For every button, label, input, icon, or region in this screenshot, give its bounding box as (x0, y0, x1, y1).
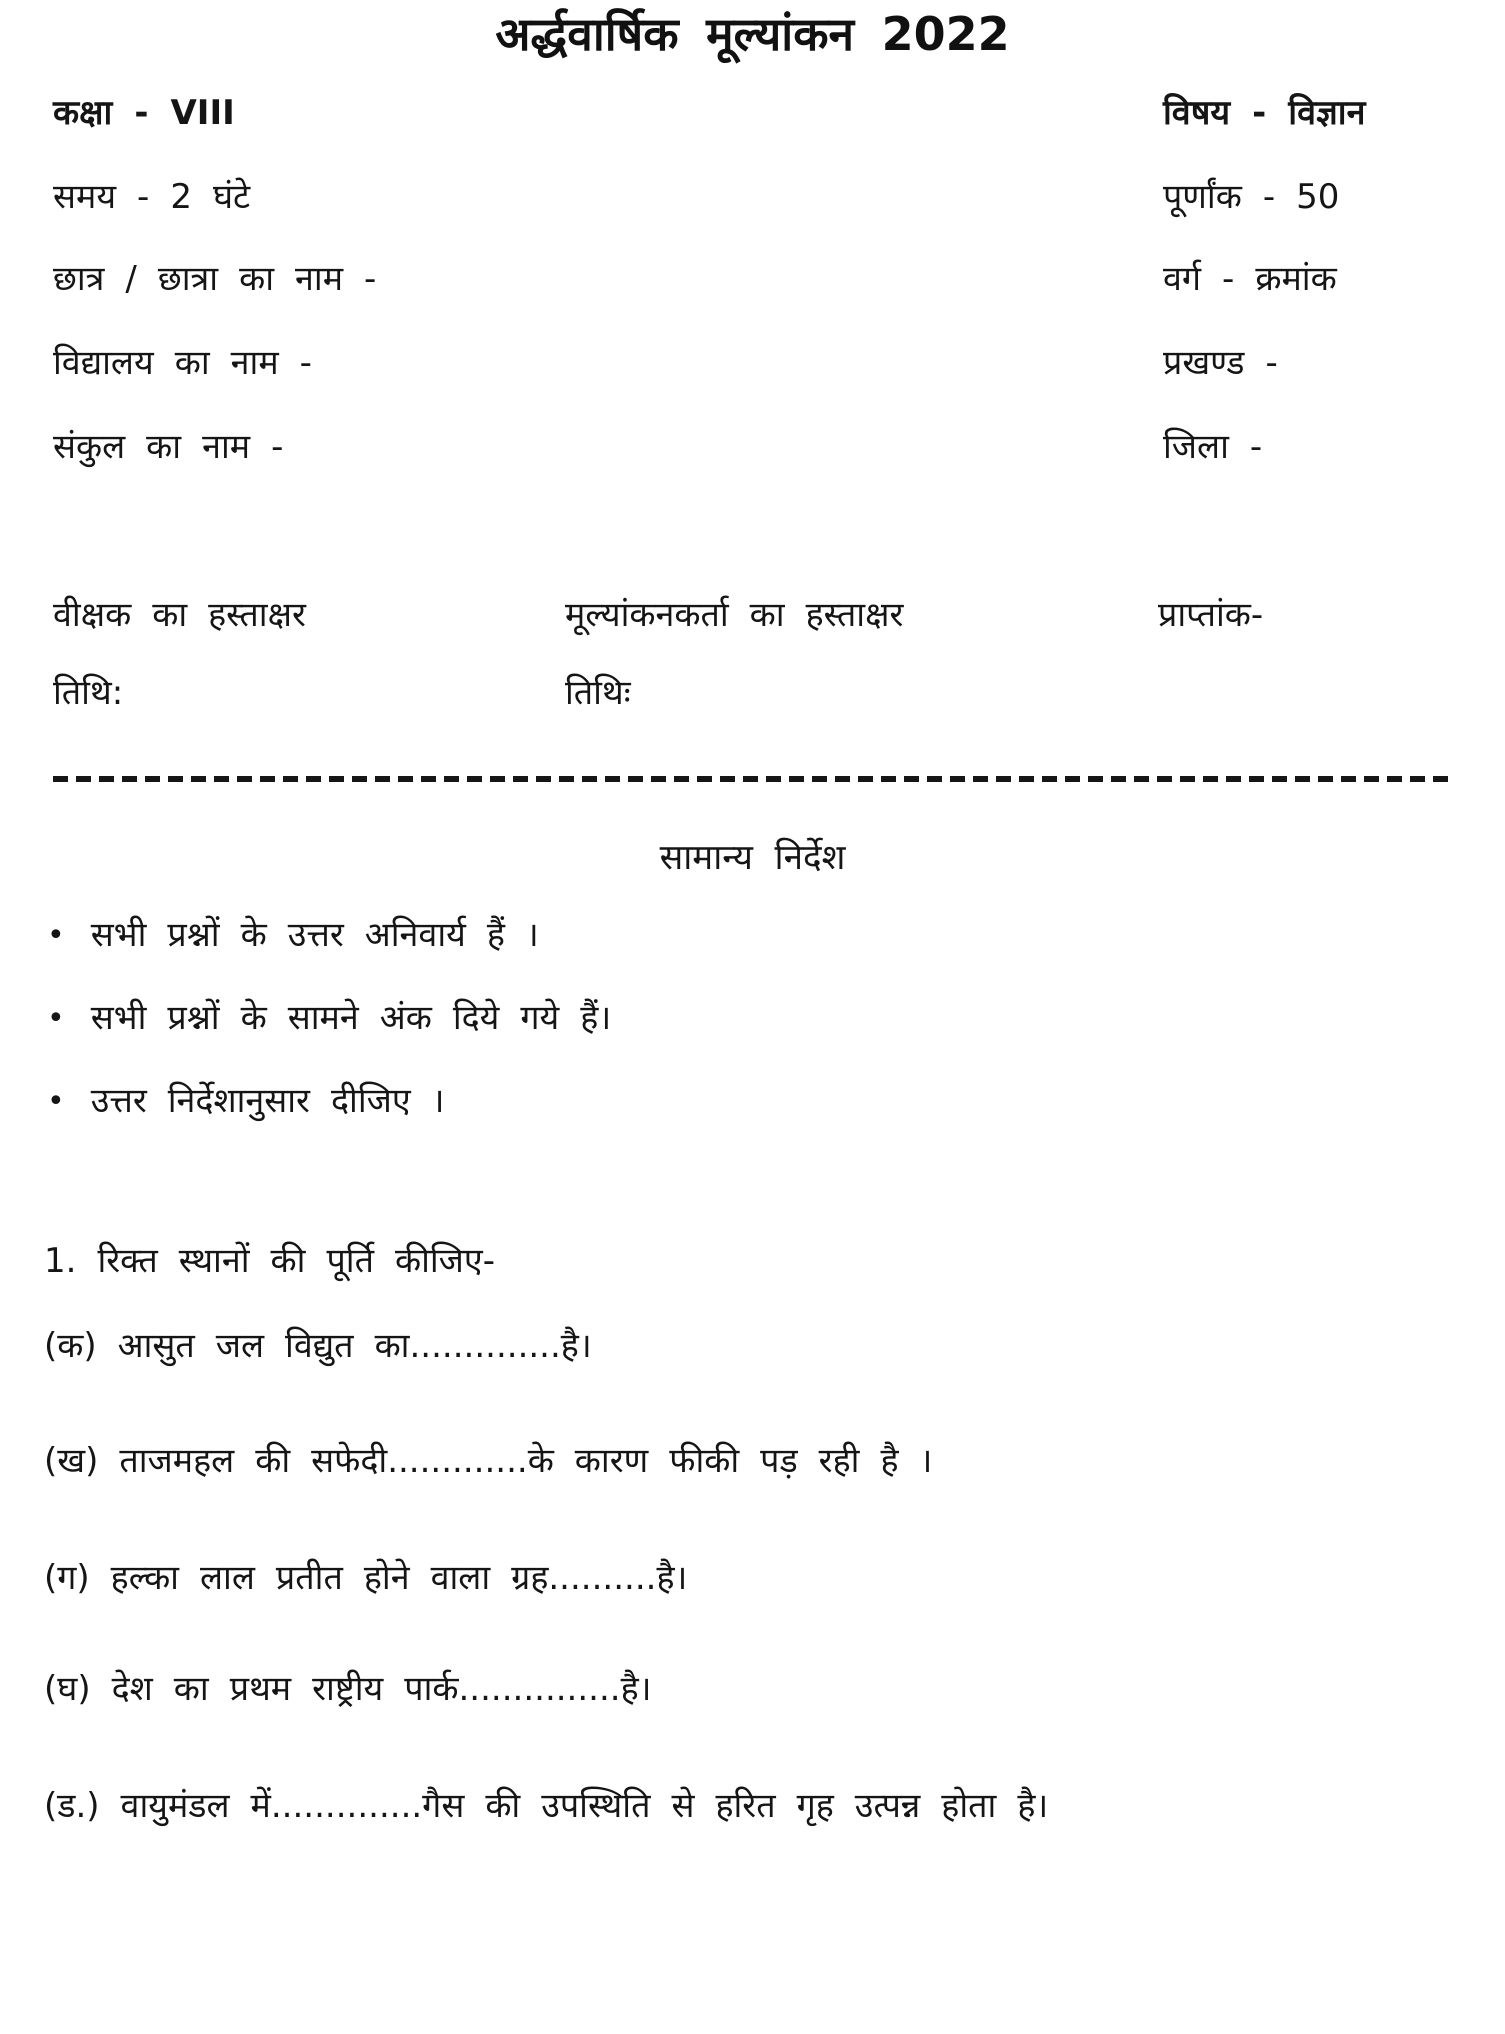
full-marks-label: पूर्णांक - 50 (1163, 177, 1340, 217)
invigilator-date-label: तिथि: (53, 673, 124, 713)
question-1c-fill-blank: (ग) हल्का लाल प्रतीत होने वाला ग्रह..........है। (44, 1558, 688, 1598)
question-1a-fill-blank: (क) आसुत जल विद्युत का..............है। (44, 1326, 592, 1366)
question-1-heading: 1. रिक्त स्थानों की पूर्ति कीजिए- (44, 1241, 495, 1281)
block-label: प्रखण्ड - (1163, 343, 1278, 383)
student-name-label: छात्र / छात्रा का नाम - (53, 259, 377, 299)
instruction-text: सभी प्रश्नों के सामने अंक दिये गये हैं। (90, 998, 612, 1038)
instruction-item (47, 997, 611, 1041)
school-name-label: विद्यालय का नाम - (53, 343, 312, 383)
page-title: अर्द्धवार्षिक मूल्यांकन 2022 (495, 7, 1010, 61)
instruction-text: सभी प्रश्नों के उत्तर अनिवार्य हैं । (90, 915, 539, 955)
subject-label: विषय - विज्ञान (1163, 93, 1366, 133)
instructions-heading: सामान्य निर्देश (659, 838, 846, 878)
section-roll-label: वर्ग - क्रमांक (1163, 259, 1337, 299)
cluster-name-label: संकुल का नाम - (53, 427, 284, 467)
question-1b-fill-blank: (ख) ताजमहल की सफेदी.............के कारण फीकी पड़ रही है । (44, 1441, 933, 1481)
instruction-text: उत्तर निर्देशानुसार दीजिए । (90, 1081, 445, 1121)
invigilator-signature-label: वीक्षक का हस्ताक्षर (53, 595, 306, 635)
question-1d-fill-blank: (घ) देश का प्रथम राष्ट्रीय पार्क...............है। (44, 1669, 652, 1709)
instruction-item (47, 1080, 445, 1124)
class-label: कक्षा - VIII (53, 93, 235, 133)
question-1e-fill-blank: (ड.) वायुमंडल में..............गैस की उपस्थिति से हरित गृह उत्पन्न होता है। (44, 1786, 1049, 1826)
time-label: समय - 2 घंटे (53, 177, 251, 217)
marks-obtained-label: प्राप्तांक- (1158, 595, 1264, 635)
bullet-icon: • (47, 1001, 65, 1036)
dashed-separator (53, 776, 1453, 782)
instruction-item (47, 914, 539, 958)
evaluator-date-label: तिथिः (565, 673, 631, 713)
evaluator-signature-label: मूल्यांकनकर्ता का हस्ताक्षर (565, 595, 904, 635)
bullet-icon: • (47, 1084, 65, 1119)
district-label: जिला - (1163, 427, 1263, 467)
bullet-icon: • (47, 918, 65, 953)
